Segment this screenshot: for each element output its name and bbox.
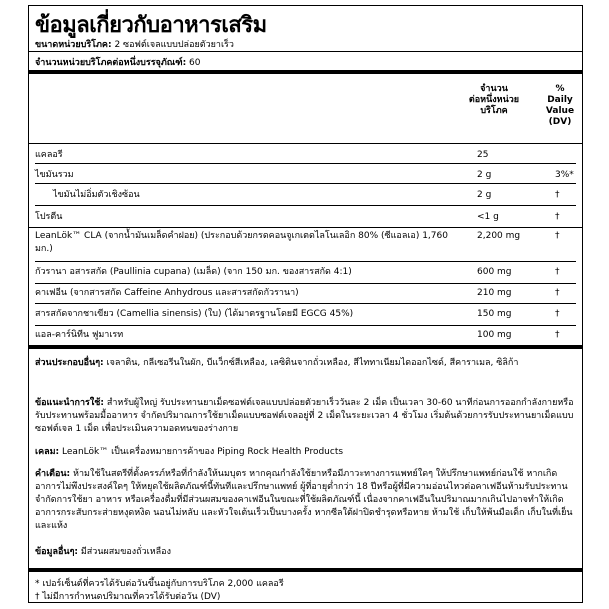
- nutrient-name: โปรตีน: [35, 212, 63, 222]
- thick-divider: [29, 70, 582, 74]
- nutrient-dv: †: [555, 267, 560, 277]
- nutrient-dv: †: [555, 309, 560, 319]
- divider: [35, 261, 576, 262]
- servings-value: 60: [189, 58, 201, 68]
- supplement-facts-panel: [28, 5, 583, 603]
- footnote-daily-value: * เปอร์เซ็นต์ที่ควรได้รับต่อวันขึ้นอยู่กับการบริโภค 2,000 แคลอรี: [35, 579, 284, 589]
- nutrient-name: คาเฟอีน (จากสารสกัด Caffeine Anhydrous และสารสกัดกัวรานา): [35, 288, 299, 298]
- serving-size: [35, 37, 234, 51]
- nutrient-dv: †: [555, 330, 560, 340]
- servings-label: จำนวนหน่วยบริโภคต่อหนึ่งบรรจุภัณฑ์:: [35, 58, 187, 68]
- warning-label: คำเตือน:: [35, 469, 71, 479]
- nutrient-name: ไขมันรวม: [35, 170, 74, 180]
- nutrient-amount: 150 mg: [477, 309, 512, 319]
- divider: [35, 325, 576, 326]
- nutrient-dv: †: [555, 212, 560, 222]
- nutrient-name: สารสกัดจากชาเขียว (Camellia sinensis) (ใบ) (ได้มาตรฐานโดยมี EGCG 45%): [35, 309, 354, 319]
- nutrient-name: แคลอรี: [35, 150, 63, 160]
- nutrient-amount: 100 mg: [477, 330, 512, 340]
- warning: [35, 468, 575, 533]
- other-ingredients-label: ส่วนประกอบอื่นๆ:: [35, 358, 104, 368]
- nutrient-name: LeanLök™ CLA (จากน้ำมันเมล็ดคำฝอย) (ประกอบด้วยกรดคอนจูเกเตดไลโนเลอิก 80% (ซีแอลเอ) 1,760 มก.): [35, 231, 448, 254]
- trademark-note: [35, 446, 575, 459]
- nutrient-amount: <1 g: [477, 212, 499, 222]
- other-info-text: มีส่วนผสมของถั่วเหลือง: [80, 547, 171, 557]
- divider: [35, 283, 576, 284]
- other-ingredients: [35, 357, 575, 370]
- nutrient-amount: 210 mg: [477, 288, 512, 298]
- nutrient-dv: †: [555, 288, 560, 298]
- nutrient-name: แอล-คาร์นิทีน ฟูมาเรท: [35, 330, 124, 340]
- other-information: [35, 546, 575, 559]
- trademark-text: LeanLök™ เป็นเครื่องหมายการค้าของ Piping Rock Health Products: [62, 447, 344, 457]
- directions-text: สำหรับผู้ใหญ่ รับประทานยาเม็ดซอฟต์เจลแบบปล่อยตัวยาเร็ววันละ 2 เม็ด เป็นเวลา 30-60 นาทีก่อนการออกกำลังกายหรือรับประทานพร้อมมื้ออาหาร จำกัดปริมาณการใช้ยาเม็ดแบบซอฟต์เจลอยู่ที่ 2 เม็ดในระยะเวลา 4 ชั่วโมง เริ่มต้นด้วยการรับประทานยาเม็ดแบบซอฟต์เจล 1 เม็ด เพื่อประเมินความอดทนของร่างกาย: [35, 398, 574, 434]
- directions: [35, 397, 575, 436]
- nutrient-dv: †: [555, 190, 560, 200]
- divider: [35, 163, 576, 164]
- nutrient-name: ไขมันไม่อิ่มตัวเชิงซ้อน: [53, 190, 140, 200]
- divider: [35, 303, 576, 304]
- servings-per-container: [35, 55, 201, 69]
- thick-divider: [29, 568, 582, 572]
- directions-label: ข้อแนะนำการใช้:: [35, 398, 104, 408]
- panel-title: ข้อมูลเกี่ยวกับอาหารเสริม: [35, 13, 267, 38]
- trademark-label: เคลม:: [35, 447, 60, 457]
- serving-size-label: ขนาดหน่วยบริโภค:: [35, 40, 112, 50]
- divider: [29, 143, 582, 144]
- nutrient-dv: 3%*: [555, 170, 574, 180]
- divider: [35, 205, 576, 206]
- thick-divider: [29, 345, 582, 349]
- footnote-no-dv: † ไม่มีการกำหนดปริมาณที่ควรได้รับต่อวัน (DV): [35, 592, 221, 602]
- serving-size-value: 2 ซอฟต์เจลแบบปล่อยตัวยาเร็ว: [114, 40, 234, 50]
- divider: [35, 183, 576, 184]
- nutrient-amount: 2 g: [477, 190, 492, 200]
- amount-per-serving-header: จำนวน ต่อหนึ่งหน่วย บริโภค: [468, 84, 520, 116]
- daily-value-header: % Daily Value (DV): [545, 84, 575, 127]
- nutrient-amount: 600 mg: [477, 267, 512, 277]
- other-ingredients-text: เจลาติน, กลีเซอรีนในผัก, บีแว็กซ์สีเหลือง, เลซิตินจากถั่วเหลือง, สีไททาเนียมไดออกไซด์, สีคาราเมล, ซิลิก้า: [106, 358, 519, 368]
- divider: [29, 51, 582, 52]
- nutrient-name: กัวรานา อสารสกัด (Paullinia cupana) (เมล็ด) (จาก 150 มก. ของสารสกัด 4:1): [35, 267, 352, 277]
- nutrient-amount: 25: [477, 150, 489, 160]
- nutrient-dv: †: [555, 231, 560, 241]
- nutrient-amount: 2 g: [477, 170, 492, 180]
- nutrient-amount: 2,200 mg: [477, 231, 521, 241]
- divider: [29, 227, 582, 228]
- warning-text: ห้ามใช้ในสตรีที่ตั้งครรภ์หรือที่กำลังให้นมบุตร หากคุณกำลังใช้ยาหรือมีภาวะทางการแพทย์ใดๆ ให้ปรึกษาแพทย์ก่อนใช้ หากเกิดอาการไม่พึงประสงค์ใดๆ ให้หยุดใช้ผลิตภัณฑ์นี้ทันทีและปรึกษาแพทย์ ผู้ที่อายุต่ำกว่า 18 ปีหรือผู้ที่มีความอ่อนไหวต่อคาเฟอีนห้ามรับประทาน จำกัดการใช้ยา อาหาร หรือเครื่องดื่มที่มีส่วนผสมของคาเฟอีนในขณะที่ใช้ผลิตภัณฑ์นี้ เนื่องจากคาเฟอีนในปริมาณมากเกินไปอาจทำให้เกิดอาการกระสับกระส่ายหงุดหงิด นอนไม่หลับ และหัวใจเต้นเร็วเป็นบางครั้ง หากซีลใต้ฝาปิดชำรุดหรือหาย ห้ามใช้ เก็บให้พ้นมือเด็ก เก็บในที่เย็นและแห้ง: [35, 469, 573, 531]
- other-info-label: ข้อมูลอื่นๆ:: [35, 547, 78, 557]
